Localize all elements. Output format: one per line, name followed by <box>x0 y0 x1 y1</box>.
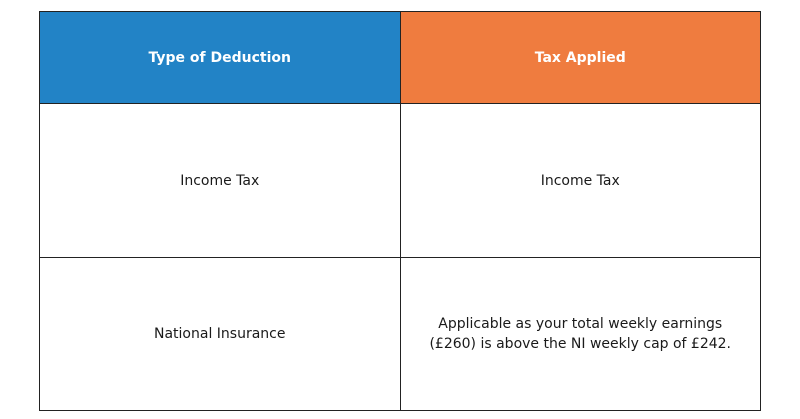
table-header-row <box>40 12 761 104</box>
cell-tax-applied: Income Tax <box>400 104 761 258</box>
header-type-of-deduction: Type of Deduction <box>40 12 401 104</box>
table-row <box>40 258 761 411</box>
header-tax-applied: Tax Applied <box>400 12 761 104</box>
table-row <box>40 104 761 258</box>
cell-deduction: National Insurance <box>40 258 401 411</box>
cell-deduction: Income Tax <box>40 104 401 258</box>
deduction-table <box>39 11 761 411</box>
cell-tax-applied: Applicable as your total weekly earnings (£260) is above the NI weekly cap of £242. <box>400 258 761 411</box>
